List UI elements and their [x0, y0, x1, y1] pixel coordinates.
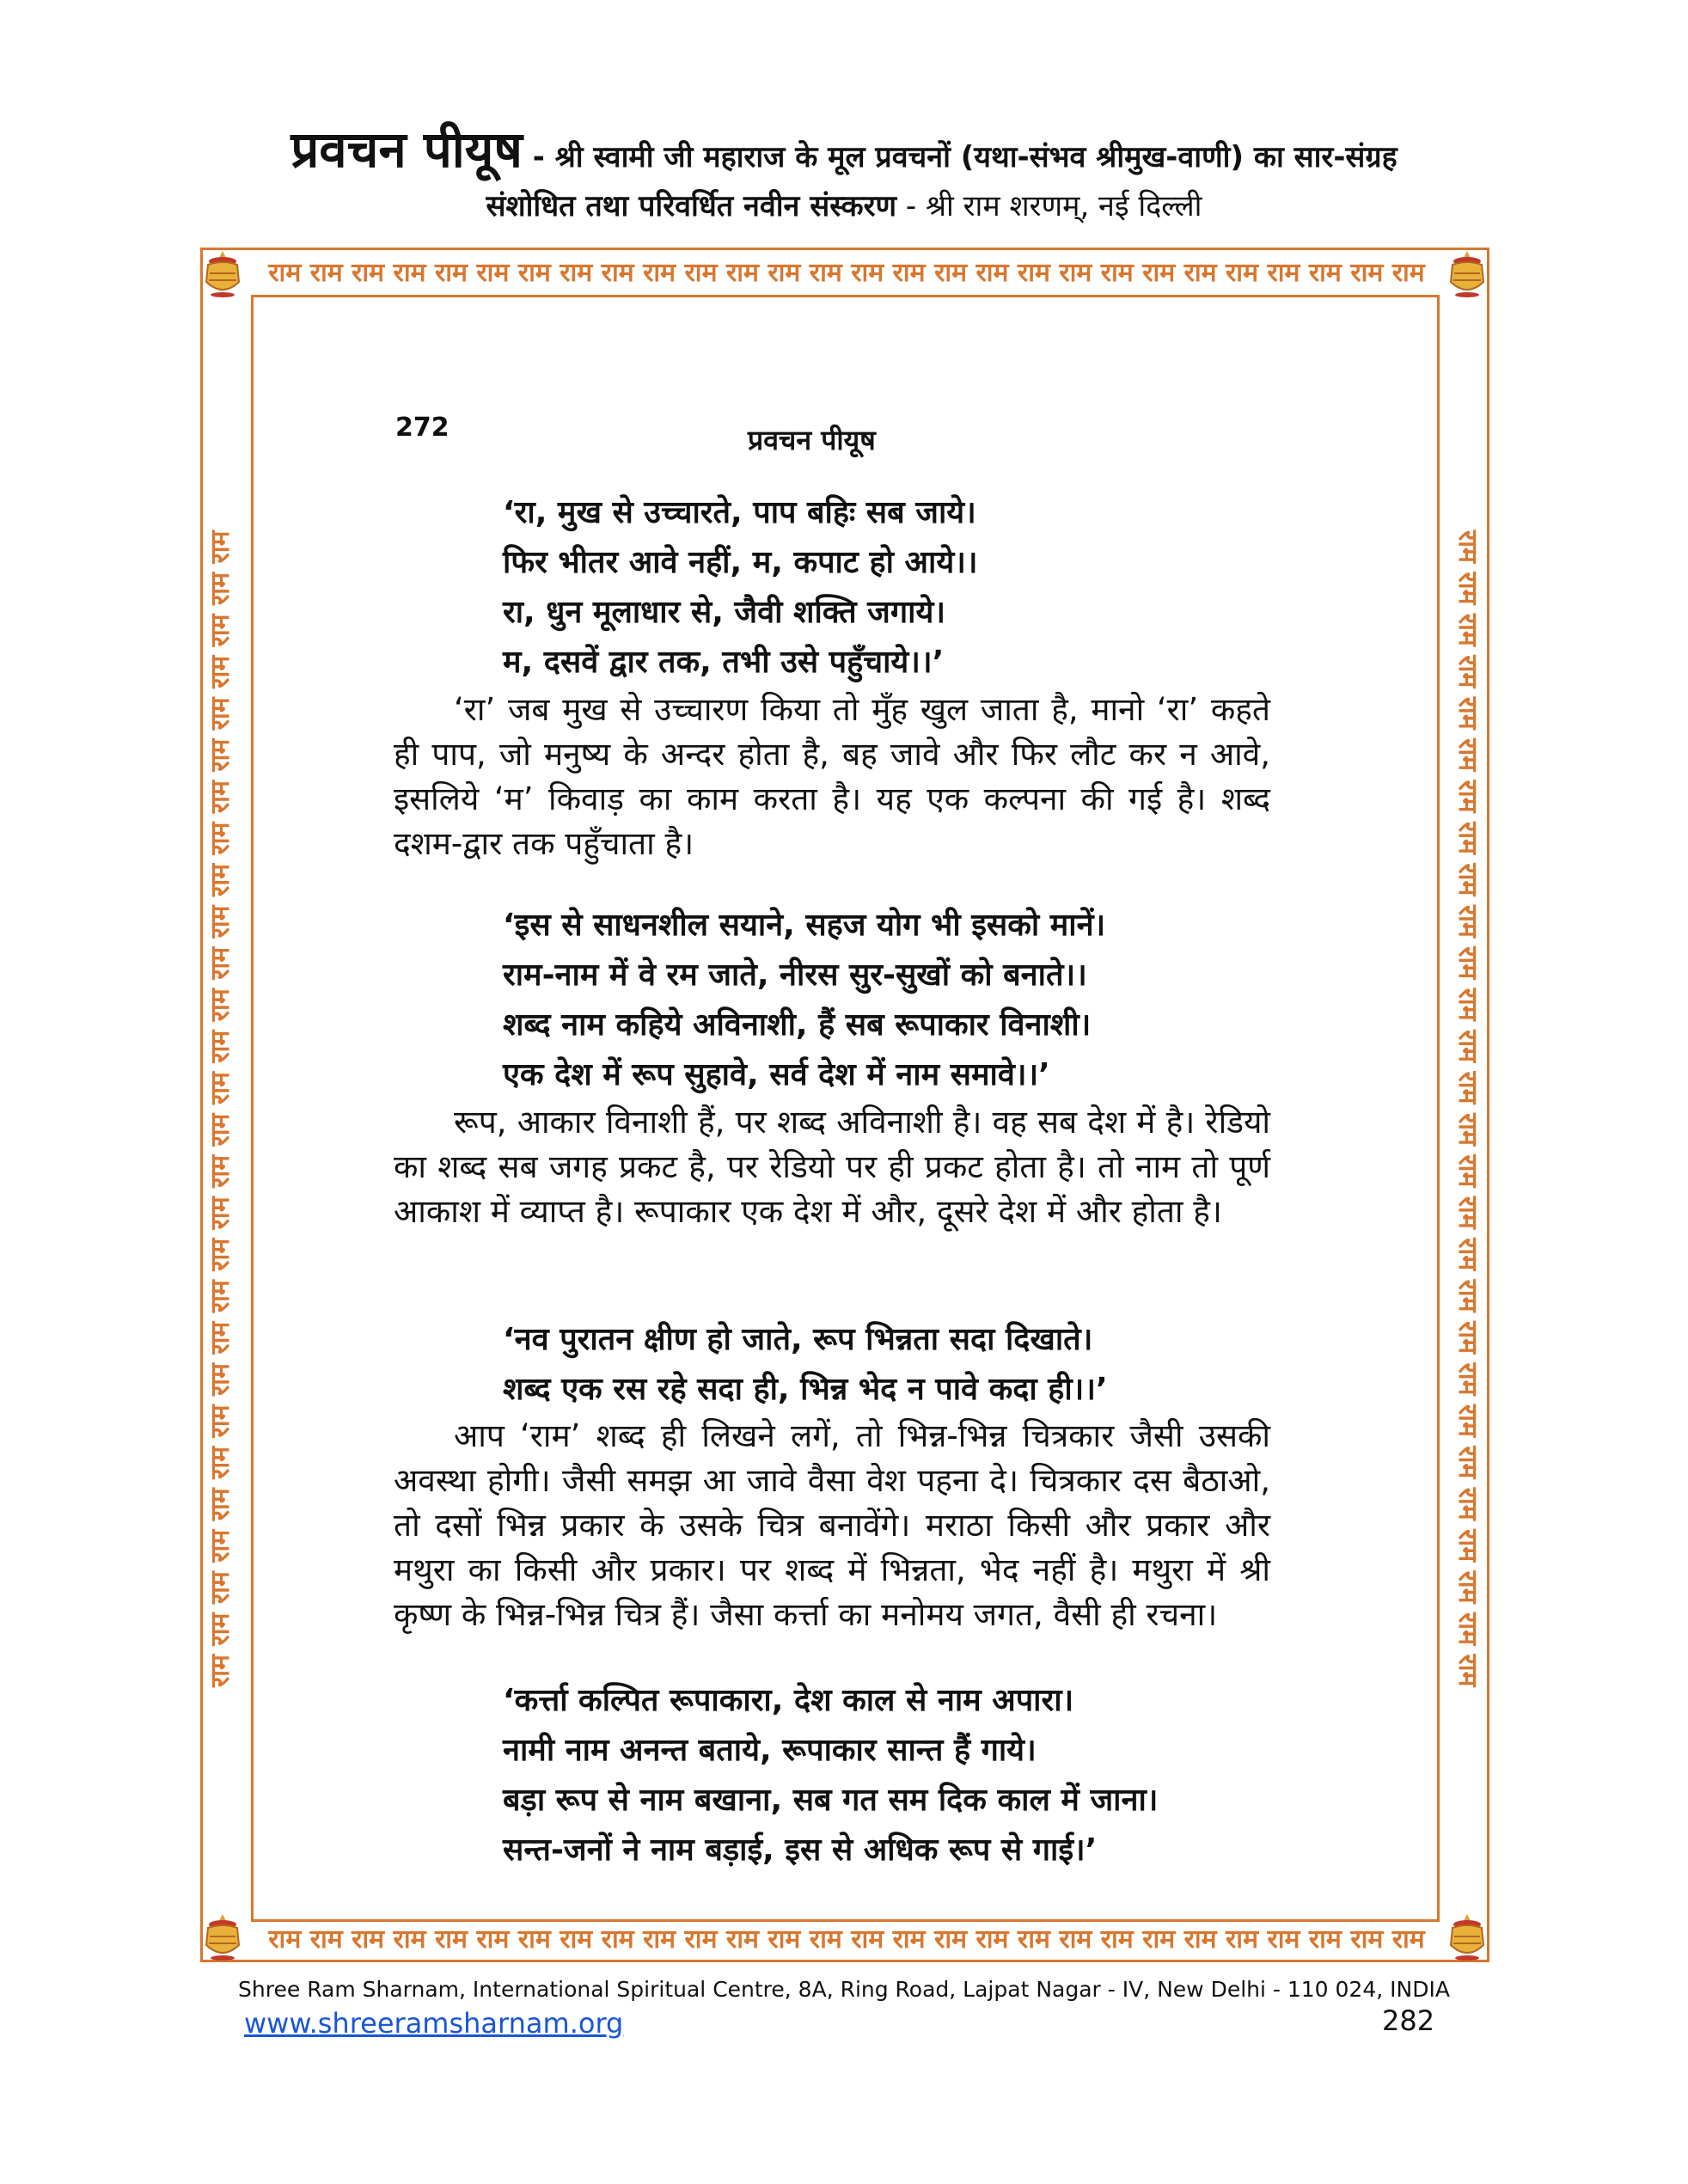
- footer-page-number: 282: [1382, 2004, 1435, 2037]
- edition-line: [0, 185, 1688, 224]
- verse-block: [503, 1315, 1108, 1415]
- kalash-icon: [199, 248, 246, 299]
- verse-line: ‘नव पुरातन क्षीण हो जाते, रूप भिन्नता सदा दिखाते।: [503, 1322, 1093, 1357]
- edition-label: संशोधित तथा परिवर्धित नवीन संस्करण: [486, 189, 897, 223]
- paragraph-text: रूप, आकार विनाशी हैं, पर शब्द अविनाशी है। वह सब देश में है। रेडियो का शब्द सब जगह प्रकट है, पर रेडियो पर ही प्रकट होता है। तो नाम तो पूर्ण आकाश में व्याप्त है। रूपाकार एक देश में और, दूसरे देश में और होता है।: [394, 1104, 1270, 1230]
- book-page-number: 272: [395, 413, 450, 443]
- border-text-top: राम राम राम राम राम राम राम राम राम राम राम राम राम राम राम राम राम राम राम राम राम राम राम राम राम राम राम राम: [268, 258, 1425, 288]
- prose-paragraph: [394, 688, 1270, 866]
- kalash-icon: [1444, 248, 1490, 299]
- verse-line: ‘कर्त्ता कल्पित रूपाकारा, देश काल से नाम अपारा।: [503, 1683, 1074, 1718]
- paragraph-text: आप ‘राम’ शब्द ही लिखने लगें, तो भिन्न-भिन्न चित्रकार जैसी उसकी अवस्था होगी। जैसी समझ आ जावे वैसा वेश पहना दे। चित्रकार दस बैठाओ, तो दसों भिन्न प्रकार के उसके चित्र बनावेंगे। मराठा किसी और प्रकार और मथुरा का किसी और प्रकार। पर शब्द में भिन्नता, भेद नहीं है। मथुरा में श्री कृष्ण के भिन्न-भिन्न चित्र हैं। जैसा कर्त्ता का मनोमय जगत, वैसी ही रचना।: [394, 1417, 1270, 1633]
- edition-publisher: - श्री राम शरणम्, नई दिल्ली: [896, 189, 1202, 223]
- verse-line: सन्त-जनों ने नाम बड़ाई, इस से अधिक रूप से गाई।’: [503, 1832, 1098, 1868]
- kalash-icon: [1444, 1911, 1490, 1962]
- verse-block: [503, 1676, 1158, 1875]
- border-text-right: राम राम राम राम राम राम राम राम राम राम राम राम राम राम राम राम राम राम राम राम राम राम राम राम राम राम राम राम: [1453, 530, 1483, 1687]
- verse-line: शब्द एक रस रहे सदा ही, भिन्न भेद न पावे कदा ही।।’: [503, 1372, 1108, 1407]
- verse-line: बड़ा रूप से नाम बखाना, सब गत सम दिक काल में जाना।: [503, 1783, 1159, 1818]
- header-subtitle: - श्री स्वामी जी महाराज के मूल प्रवचनों (यथा-संभव श्रीमुख-वाणी) का सार-संग्रह: [522, 140, 1397, 174]
- verse-block: [503, 901, 1105, 1100]
- verse-line: एक देश में रूप सुहावे, सर्व देश में नाम समावे।।’: [503, 1057, 1050, 1092]
- footer-address: Shree Ram Sharnam, International Spiritual Centre, 8A, Ring Road, Lajpat Nagar - IV, New Delhi - 110 024, INDIA: [238, 1977, 1450, 2002]
- verse-line: फिर भीतर आवे नहीं, म, कपाट हो आये।।: [503, 545, 978, 580]
- verse-line: शब्द नाम कहिये अविनाशी, हैं सब रूपाकार विनाशी।: [503, 1007, 1092, 1043]
- document-header: [0, 113, 1688, 181]
- header-title: प्रवचन पीयूष: [291, 120, 523, 179]
- verse-line: ‘इस से साधनशील सयाने, सहज योग भी इसको मानें।: [503, 908, 1106, 943]
- verse-line: रा, धुन मूलाधार से, जैवी शक्ति जगाये।: [503, 595, 946, 630]
- website-link[interactable]: www.shreeramsharnam.org: [244, 2007, 624, 2040]
- book-running-title: प्रवचन पीयूष: [748, 424, 876, 456]
- prose-paragraph: [394, 1414, 1270, 1637]
- paragraph-text: ‘रा’ जब मुख से उच्चारण किया तो मुँह खुल जाता है, मानो ‘रा’ कहते ही पाप, जो मनुष्य के अन्दर होता है, बह जावे और फिर लौट कर न आवे, इसलिये ‘म’ किवाड़ का काम करता है। यह एक कल्पना की गई है। शब्द दशम-द्वार तक पहुँचाता है।: [394, 691, 1270, 862]
- border-text-left: राम राम राम राम राम राम राम राम राम राम राम राम राम राम राम राम राम राम राम राम राम राम राम राम राम राम राम राम: [205, 530, 235, 1687]
- verse-line: म, दसवें द्वार तक, तभी उसे पहुँचाये।।’: [503, 645, 945, 680]
- border-text-bottom: राम राम राम राम राम राम राम राम राम राम राम राम राम राम राम राम राम राम राम राम राम राम राम राम राम राम राम राम: [268, 1924, 1425, 1955]
- verse-line: नामी नाम अनन्त बताये, रूपाकार सान्त हैं गाये।: [503, 1733, 1037, 1768]
- kalash-icon: [199, 1911, 246, 1962]
- prose-paragraph: [394, 1100, 1270, 1234]
- verse-line: राम-नाम में वे रम जाते, नीरस सुर-सुखों को बनाते।।: [503, 957, 1087, 993]
- verse-line: ‘रा, मुख से उच्चारते, पाप बहिः सब जाये।: [503, 495, 976, 530]
- verse-block: [503, 488, 977, 688]
